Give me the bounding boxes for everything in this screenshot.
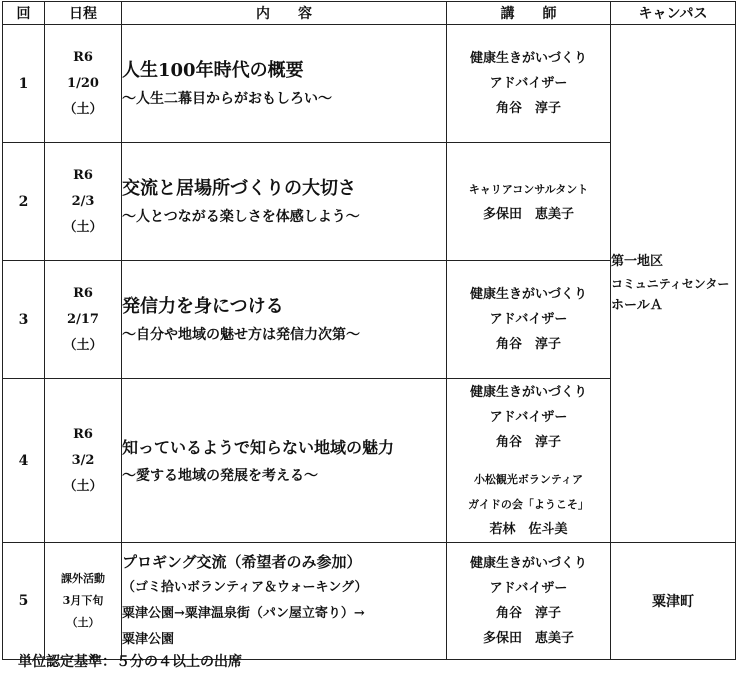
- lecturer-role: アドバイザー: [489, 76, 568, 91]
- lecturer-name: 若林 佐斗美: [489, 521, 568, 537]
- lecturer-title: 健康生きがいづくり: [469, 384, 587, 400]
- session-content: [122, 379, 447, 543]
- lecturer-name: 多保田 恵美子: [482, 631, 574, 646]
- session-number: 2: [3, 143, 45, 261]
- lecturer-name: 角谷 淳子: [495, 434, 561, 450]
- session-subtitle: ～愛する地域の発展を考える～: [122, 467, 318, 484]
- campus-line: 第一地区: [611, 253, 664, 269]
- date-day: 3月下旬: [62, 594, 104, 607]
- date-weekday: （土）: [63, 219, 103, 235]
- session-content: [122, 143, 447, 261]
- lecturer-name: 角谷 淳子: [495, 606, 561, 621]
- session-title: 発信力を身につける: [122, 295, 284, 317]
- campus-main: [611, 25, 736, 543]
- date-year: R6: [73, 426, 93, 442]
- lecturer-name: 角谷 淳子: [495, 337, 561, 352]
- session-title: 交流と居場所づくりの大切さ: [122, 177, 356, 199]
- campus-line: ホールＡ: [611, 297, 663, 313]
- campus-line: コミュニティセンター: [611, 276, 730, 291]
- session-lecturer: [447, 543, 611, 660]
- schedule-table: [2, 1, 736, 660]
- session-number: 5: [3, 543, 45, 660]
- session-route: 粟津公園: [122, 632, 175, 647]
- header-no: 回: [3, 2, 45, 25]
- session-content: [122, 25, 447, 143]
- session-date: [45, 261, 122, 379]
- date-year: 課外活動: [61, 572, 105, 585]
- header-date: 日程: [45, 2, 122, 25]
- session-content: [122, 543, 447, 660]
- footer-criteria: 単位認定基準：５分の４以上の出席: [18, 654, 242, 670]
- session-date: [45, 379, 122, 543]
- spacer: [447, 455, 610, 467]
- lecturer-name: 角谷 淳子: [495, 101, 561, 116]
- session-lecturer: [447, 25, 611, 143]
- lecturer-role: アドバイザー: [489, 409, 568, 425]
- session-lecturer: [447, 261, 611, 379]
- date-weekday: （土）: [63, 337, 103, 353]
- date-year: R6: [73, 167, 93, 183]
- session-subtitle: ～自分や地域の魅せ方は発信力次第～: [122, 326, 360, 343]
- header-campus: キャンパス: [611, 2, 736, 25]
- date-day: 2/17: [67, 311, 99, 327]
- session-number: 4: [3, 379, 45, 543]
- lecturer-title: 健康生きがいづくり: [469, 51, 587, 66]
- session-title: 知っているようで知らない地域の魅力: [122, 437, 395, 457]
- session-subtitle: ～人生二幕目からがおもしろい～: [122, 90, 332, 107]
- lecturer-role: アドバイザー: [489, 581, 568, 596]
- session-subtitle: （ゴミ拾いボランティア＆ウォーキング）: [122, 580, 368, 595]
- date-day: 2/3: [71, 193, 95, 209]
- lecturer-title: 小松観光ボランティア: [473, 472, 584, 486]
- date-year: R6: [73, 285, 93, 301]
- session-date: [45, 25, 122, 143]
- session-lecturer: [447, 143, 611, 261]
- header-row: [3, 2, 736, 25]
- date-day: 1/20: [67, 75, 99, 91]
- session-route: 粟津公園→粟津温泉街（パン屋立寄り）→: [122, 606, 365, 621]
- lecturer-title: 健康生きがいづくり: [469, 556, 587, 571]
- session-title: 人生100年時代の概要: [122, 59, 304, 81]
- campus-5: 粟津町: [611, 543, 736, 660]
- session-title: プロギング交流（希望者のみ参加）: [122, 553, 362, 571]
- session-number: 1: [3, 25, 45, 143]
- session-date: [45, 143, 122, 261]
- lecturer-name: 多保田 恵美子: [482, 206, 574, 222]
- date-day: 3/2: [71, 452, 95, 468]
- header-lecturer: 講 師: [447, 2, 611, 25]
- session-content: [122, 261, 447, 379]
- date-year: R6: [73, 49, 93, 65]
- lecturer-role: アドバイザー: [489, 312, 568, 327]
- session-date: [45, 543, 122, 660]
- lecturer-title: 健康生きがいづくり: [469, 287, 587, 302]
- date-weekday: （土）: [63, 101, 103, 117]
- date-weekday: （土）: [63, 478, 103, 494]
- table-row: [3, 25, 736, 143]
- header-content: 内 容: [122, 2, 447, 25]
- lecturer-title: キャリアコンサルタント: [468, 182, 589, 196]
- session-lecturer: [447, 379, 611, 543]
- lecturer-role: ガイドの会「ようこそ」: [468, 497, 589, 511]
- session-number: 3: [3, 261, 45, 379]
- table-row: [3, 543, 736, 660]
- date-weekday: （土）: [66, 616, 100, 629]
- session-subtitle: ～人とつながる楽しさを体感しよう～: [122, 208, 360, 225]
